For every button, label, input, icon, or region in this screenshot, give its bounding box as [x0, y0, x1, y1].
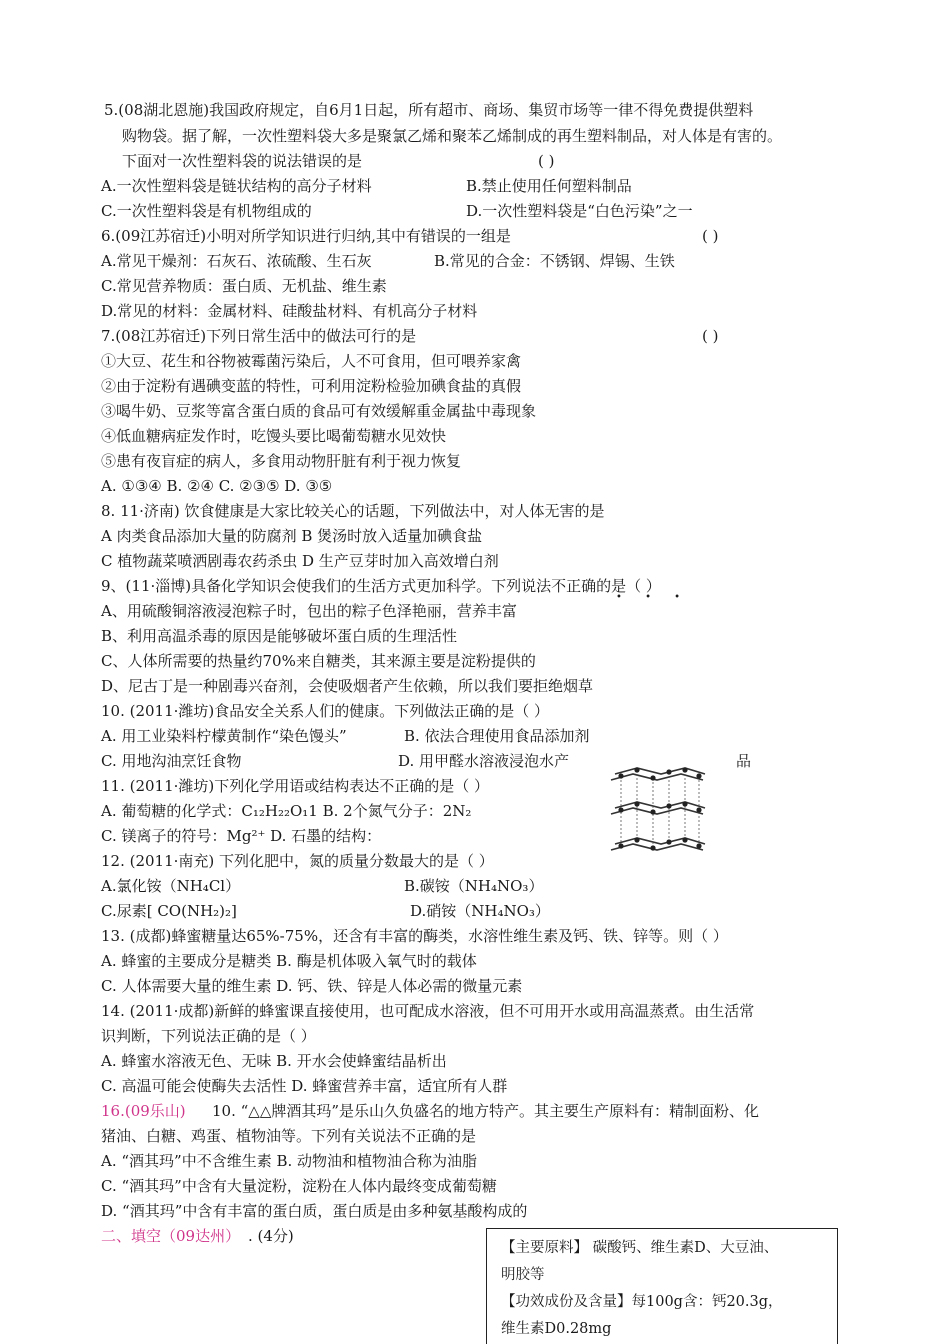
q16-option-c: C. “酒其玛”中含有大量淀粉，淀粉在人体内最终变成葡萄糖: [101, 1177, 497, 1195]
q14-options-cd: C. 高温可能会使酶失去活性 D. 蜂蜜营养丰富，适宜所有人群: [101, 1077, 508, 1095]
emphasis-dots: • • •: [616, 592, 691, 603]
q10-stem: 10. (2011·潍坊)食品安全关系人们的健康。下列做法正确的是（ ）: [101, 702, 550, 720]
q8-stem: 8. 11·济南) 饮食健康是大家比较关心的话题，下列做法中，对人体无害的是: [101, 502, 605, 520]
q10-option-b: B. 依法合理使用食品添加剂: [404, 727, 590, 745]
q7-item-1: ①大豆、花生和谷物被霉菌污染后，人不可食用，但可喂养家禽: [101, 352, 522, 370]
q9-option-a: A、用硫酸铜溶液浸泡粽子时，包出的粽子色泽艳丽，营养丰富: [101, 602, 517, 620]
info-effective-content-cont: 维生素D0.28mg: [501, 1321, 612, 1337]
q9-option-b: B、利用高温杀毒的原因是能够破坏蛋白质的生理活性: [101, 627, 458, 645]
q12-option-d: D.硝铵（NH₄NO₃）: [410, 902, 550, 920]
q7-item-3: ③喝牛奶、豆浆等富含蛋白质的食品可有效缓解重金属盐中毒现象: [101, 402, 537, 420]
q16-stem-line2: 猪油、白糖、鸡蛋、植物油等。下列有关说法不正确的是: [101, 1127, 477, 1145]
q9-option-c: C、人体所需要的热量约70%来自糖类，其来源主要是淀粉提供的: [101, 652, 536, 670]
section-score: . (4分): [248, 1227, 294, 1245]
q14-stem-line1: 14. (2011·成都)新鲜的蜂蜜课直接使用，也可配成水溶液，但不可用开水或用高温蒸煮。由生活常: [101, 1002, 755, 1020]
q16-option-d: D. “酒其玛”中含有丰富的蛋白质，蛋白质是由多种氨基酸构成的: [101, 1202, 528, 1220]
q16-stem-line1: 10. “△△牌酒其玛”是乐山久负盛名的地方特产。其主要生产原料有：精制面粉、化: [212, 1102, 760, 1120]
q6-stem: 6.(09江苏宿迁)小明对所学知识进行归纳,其中有错误的一组是: [101, 227, 511, 245]
q5-option-c: C.一次性塑料袋是有机物组成的: [101, 202, 312, 220]
q12-option-b: B.碳铵（NH₄NO₃）: [404, 877, 544, 895]
q16-options-ab: A. “酒其玛”中不含维生素 B. 动物油和植物油合称为油脂: [101, 1152, 478, 1170]
q9-stem: 9、(11·淄博)具备化学知识会使我们的生活方式更加科学。下列说法不正确的是（ ）: [101, 577, 661, 595]
q8-options-cd: C 植物蔬菜喷洒剧毒农药杀虫 D 生产豆芽时加入高效增白剂: [101, 552, 499, 570]
q10-option-c: C. 用地沟油烹饪食物: [101, 752, 242, 770]
info-main-ingredients-cont: 明胶等: [501, 1267, 545, 1283]
q6-option-b: B.常见的合金：不锈钢、焊锡、生铁: [434, 252, 675, 270]
q5-stem-line3: 下面对一次性塑料袋的说法错误的是: [122, 152, 363, 170]
q5-answer-blank[interactable]: ( ): [538, 152, 555, 170]
section-title: 二、填空（09达州）: [101, 1227, 241, 1245]
q7-stem: 7.(08江苏宿迁)下列日常生活中的做法可行的是: [101, 327, 417, 345]
q6-option-d: D.常见的材料：金属材料、硅酸盐材料、有机高分子材料: [101, 302, 478, 320]
q10-option-d: D. 用甲醛水溶液浸泡水产: [398, 752, 570, 770]
info-effective-content: 【功效成份及含量】每100g含：钙20.3g，: [501, 1294, 783, 1310]
q7-item-5: ⑤患有夜盲症的病人，多食用动物肝脏有利于视力恢复: [101, 452, 462, 470]
q7-options: A. ①③④ B. ②④ C. ②③⑤ D. ③⑤: [101, 477, 333, 495]
q5-option-d: D.一次性塑料袋是“白色污染”之一: [466, 202, 693, 220]
q12-option-c: C.尿素[ CO(NH₂)₂]: [101, 902, 237, 920]
q5-stem-line1: 5.(08湖北恩施)我国政府规定，自6月1日起，所有超市、商场、集贸市场等一律不得免费提供塑料: [104, 101, 754, 119]
graphite-structure-figure: [607, 764, 711, 864]
q14-stem-line2: 识判断，下列说法正确的是（ ）: [101, 1027, 316, 1045]
q10-option-d-tail: 品: [736, 752, 752, 770]
q11-stem: 11. (2011·潍坊)下列化学用语或结构表达不正确的是（ ）: [101, 777, 490, 795]
product-info-box: [486, 1228, 838, 1344]
q12-stem: 12. (2011·南充) 下列化肥中，氮的质量分数最大的是（ ）: [101, 852, 494, 870]
q7-item-2: ②由于淀粉有遇碘变蓝的特性，可利用淀粉检验加碘食盐的真假: [101, 377, 522, 395]
q7-answer-blank[interactable]: ( ): [702, 327, 719, 345]
q13-stem: 13. (成都)蜂蜜糖量达65%-75%，还含有丰富的酶类，水溶性维生素及钙、铁、锌等。则（ ）: [101, 927, 728, 945]
q11-options-ab: A. 葡萄糖的化学式：C₁₂H₂₂O₁1 B. 2个氮气分子：2N₂: [101, 802, 472, 820]
q9-option-d: D、尼古丁是一种剧毒兴奋剂，会使吸烟者产生依赖，所以我们要拒绝烟草: [101, 677, 594, 695]
q5-option-b: B.禁止使用任何塑料制品: [466, 177, 632, 195]
q11-options-cd: C. 镁离子的符号：Mg²⁺ D. 石墨的结构：: [101, 827, 382, 845]
q5-stem-line2: 购物袋。据了解，一次性塑料袋大多是聚氯乙烯和聚苯乙烯制成的再生塑料制品，对人体是有害的。: [122, 127, 783, 145]
q6-answer-blank[interactable]: ( ): [702, 227, 719, 245]
info-main-ingredients: 【主要原料】 碳酸钙、维生素D、大豆油、: [501, 1240, 779, 1256]
q12-option-a: A.氯化铵（NH₄Cl）: [101, 877, 241, 895]
q6-option-c: C.常见营养物质：蛋白质、无机盐、维生素: [101, 277, 387, 295]
q16-source-tag: 16.(09乐山): [101, 1102, 186, 1120]
q7-item-4: ④低血糖病症发作时，吃馒头要比喝葡萄糖水见效快: [101, 427, 447, 445]
q14-options-ab: A. 蜂蜜水溶液无色、无味 B. 开水会使蜂蜜结晶析出: [101, 1052, 447, 1070]
q13-options-cd: C. 人体需要大量的维生素 D. 钙、铁、锌是人体必需的微量元素: [101, 977, 523, 995]
q8-options-ab: A 肉类食品添加大量的防腐剂 B 煲汤时放入适量加碘食盐: [101, 527, 483, 545]
q10-option-a: A. 用工业染料柠檬黄制作“染色馒头”: [101, 727, 347, 745]
q5-option-a: A.一次性塑料袋是链状结构的高分子材料: [101, 177, 372, 195]
q13-options-ab: A. 蜂蜜的主要成分是糖类 B. 酶是机体吸入氧气时的载体: [101, 952, 477, 970]
q6-option-a: A.常见干燥剂：石灰石、浓硫酸、生石灰: [101, 252, 372, 270]
